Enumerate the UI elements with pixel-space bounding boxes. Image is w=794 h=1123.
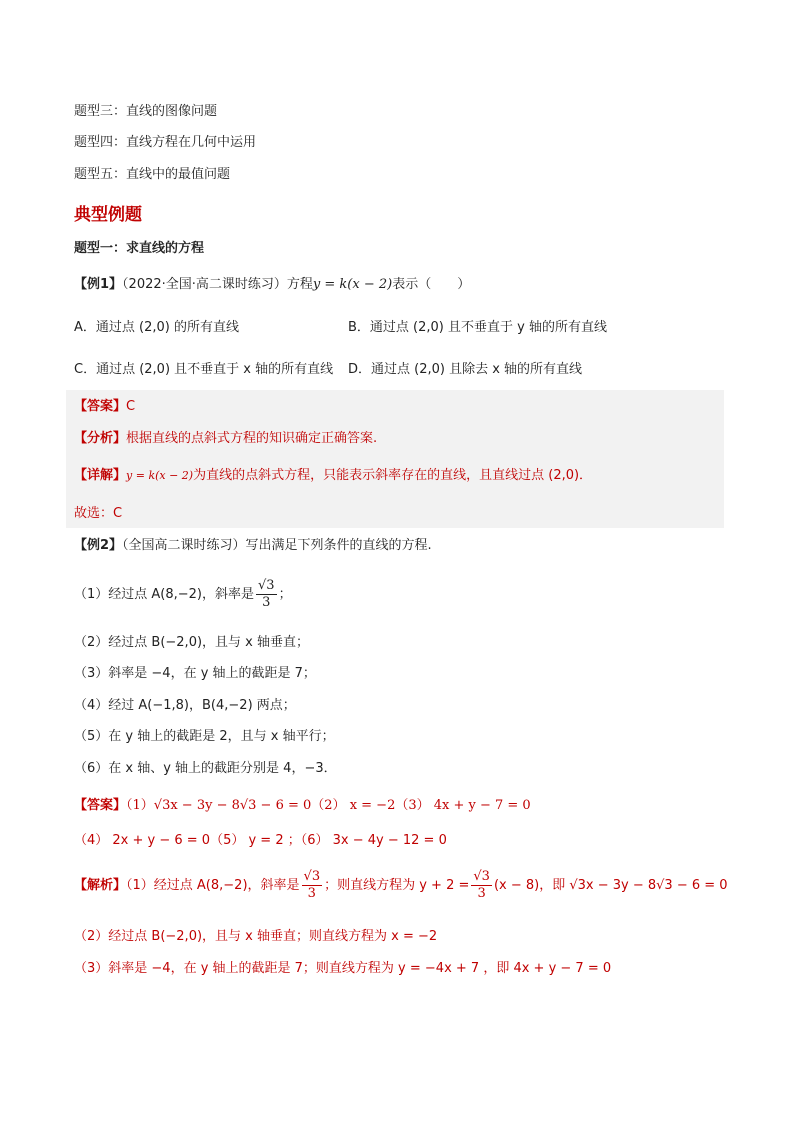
example1-detail xyxy=(74,467,592,485)
example1-label: 【例1】 xyxy=(74,277,123,292)
example2-item1 xyxy=(74,577,292,613)
item1-text: （1）经过点 A(8,−2)，斜率是 xyxy=(74,587,255,602)
example1-tail: 表示（ ） xyxy=(392,277,471,292)
option-d: D．通过点 (2,0) 且除去 x 轴的所有直线 xyxy=(348,362,583,377)
example1-source: （2022·全国·高二课时练习）方程 xyxy=(122,277,313,292)
item1-fraction-num: √3 xyxy=(258,578,275,593)
example2-item5: （5）在 y 轴上的截距是 2，且与 x 轴平行； xyxy=(74,729,335,744)
example1-answer-value: C xyxy=(126,399,136,414)
item1-fraction-den: 3 xyxy=(262,595,271,610)
example2-solution-label: 【解析】 xyxy=(74,878,127,893)
example2-solution1 xyxy=(74,866,728,906)
example2-item6: （6）在 x 轴、y 轴上的截距分别是 4，−3． xyxy=(74,761,337,776)
example2-item3: （3）斜率是 −4，在 y 轴上的截距是 7； xyxy=(74,666,316,681)
example1-question xyxy=(74,276,470,294)
option-a: A．通过点 (2,0) 的所有直线 xyxy=(74,320,239,335)
example2-solution2: （2）经过点 B(−2,0)，且与 x 轴垂直；则直线方程为 x = −2 xyxy=(74,929,438,944)
example2-item2: （2）经过点 B(−2,0)，且与 x 轴垂直； xyxy=(74,635,309,650)
example2-answer-text1: （1）√3x − 3y − 8√3 − 6 = 0（2） x = −2（3） 4x + y − 7 = 0 xyxy=(126,798,531,813)
solution1-mid: ；则直线方程为 y + 2 = xyxy=(324,878,470,893)
item1-fraction xyxy=(256,578,277,611)
type1-heading: 题型一：求直线的方程 xyxy=(74,241,205,256)
example1-detail-text: 为直线的点斜式方程，只能表示斜率存在的直线，且直线过点 (2,0)． xyxy=(193,468,593,483)
example2-label: 【例2】 xyxy=(74,538,123,553)
example1-analysis-text: 根据直线的点斜式方程的知识确定正确答案. xyxy=(126,431,378,446)
solution1-text: （1）经过点 A(8,−2)，斜率是 xyxy=(126,878,300,893)
example2-source: （全国高二课时练习）写出满足下列条件的直线的方程. xyxy=(122,538,432,553)
example1-analysis-label: 【分析】 xyxy=(74,431,127,446)
section-title: 典型例题 xyxy=(74,205,142,225)
solution1-fraction2-den: 3 xyxy=(477,886,486,901)
example1-equation: y = k(x − 2) xyxy=(312,277,393,292)
solution1-fraction1 xyxy=(302,869,323,902)
example1-choice: 故选：C xyxy=(74,506,123,521)
solution1-fraction1-num: √3 xyxy=(303,869,321,884)
example1-answer xyxy=(74,398,135,416)
solution1-fraction1-den: 3 xyxy=(307,886,316,901)
example2-solution3: （3）斜率是 −4，在 y 轴上的截距是 7；则直线方程为 y = −4x + 7 ，即 4x + y − 7 = 0 xyxy=(74,961,612,976)
outline-type4: 题型四：直线方程在几何中运用 xyxy=(74,135,257,150)
item1-end: ； xyxy=(278,587,292,602)
example2-answer-line1 xyxy=(74,797,531,815)
outline-type5: 题型五：直线中的最值问题 xyxy=(74,167,231,182)
example2-answer-line2: （4） 2x + y − 6 = 0（5） y = 2 ；（6） 3x − 4y − 12 = 0 xyxy=(74,833,447,848)
solution1-fraction2-num: √3 xyxy=(473,869,490,884)
example1-solution-box xyxy=(66,390,724,528)
outline-type3: 题型三：直线的图像问题 xyxy=(74,104,218,119)
option-c: C．通过点 (2,0) 且不垂直于 x 轴的所有直线 xyxy=(74,362,334,377)
solution1-end: (x − 8)，即 √3x − 3y − 8√3 − 6 = 0 xyxy=(493,878,728,893)
example1-analysis xyxy=(74,430,377,448)
example1-detail-label: 【详解】 xyxy=(74,468,127,483)
example1-answer-label: 【答案】 xyxy=(74,399,127,414)
example2-question xyxy=(74,537,432,555)
example2-answer-label: 【答案】 xyxy=(74,798,127,813)
example1-detail-equation: y = k(x − 2) xyxy=(126,469,194,482)
solution1-fraction2 xyxy=(471,869,492,902)
example2-item4: （4）经过 A(−1,8)，B(4,−2) 两点； xyxy=(74,698,296,713)
option-b: B．通过点 (2,0) 且不垂直于 y 轴的所有直线 xyxy=(348,320,607,335)
